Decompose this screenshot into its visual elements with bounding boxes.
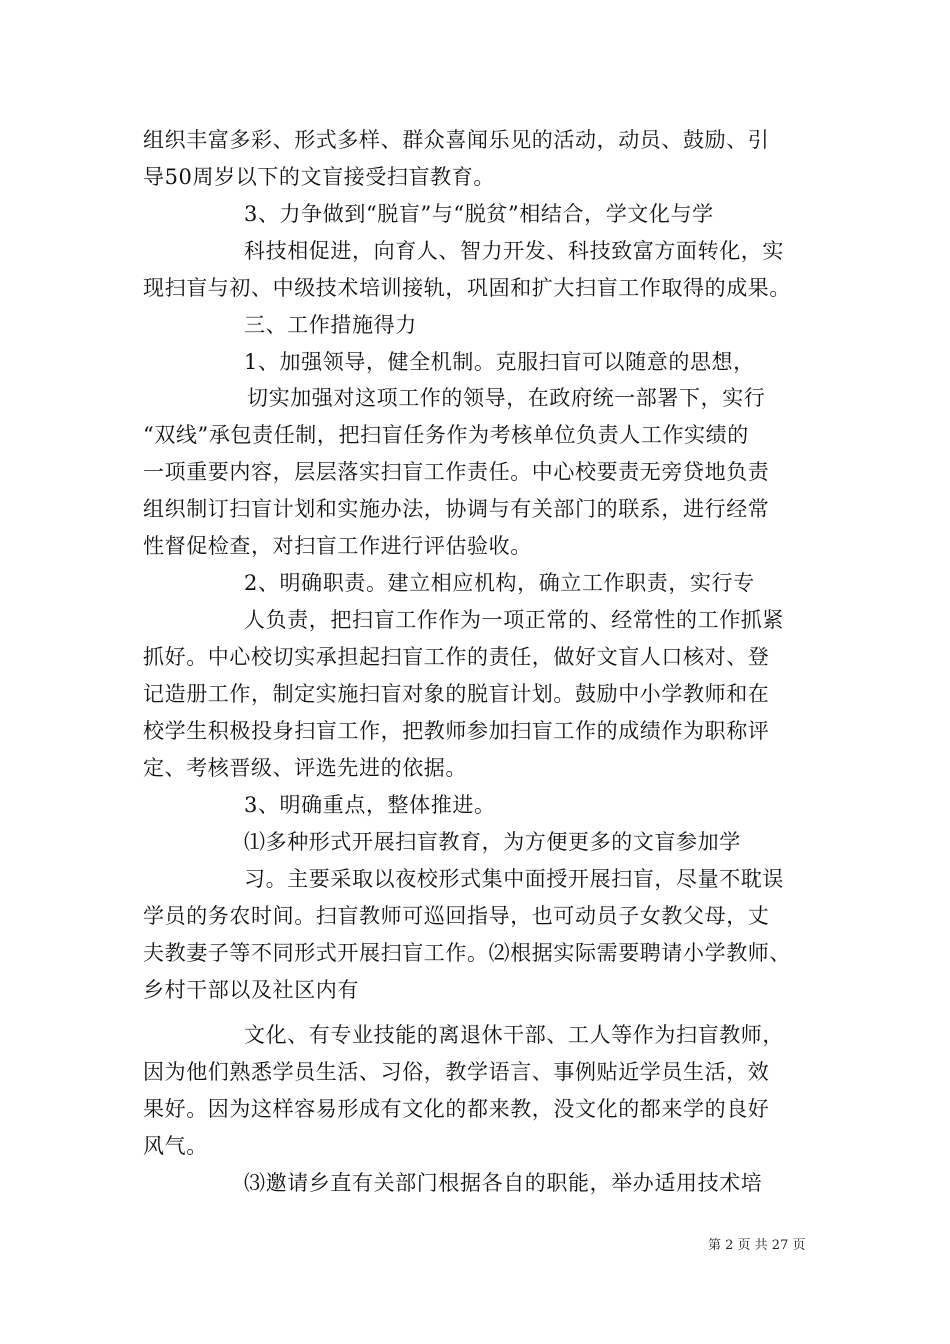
text-line: 人负责，把扫盲工作作为一项正常的、经常性的工作抓紧 <box>244 608 784 632</box>
page-number: 第 2 页 共 27 页 <box>708 1238 806 1253</box>
text-line: 2、明确职责。建立相应机构，确立工作职责，实行专 <box>244 571 755 595</box>
text-line: 1、加强领导，健全机制。克服扫盲可以随意的思想， <box>244 350 755 374</box>
text-line: 果好。因为这样容易形成有文化的都来教，没文化的都来学的良好 <box>143 1097 770 1121</box>
text-line: 记造册工作，制定实施扫盲对象的脱盲计划。鼓励中小学教师和在 <box>143 682 770 706</box>
text-line: 校学生积极投身扫盲工作，把教师参加扫盲工作的成绩作为职称评 <box>143 719 770 743</box>
text-line: 切实加强对这项工作的领导，在政府统一部署下，实行 <box>247 386 766 410</box>
text-line: 夫教妻子等不同形式开展扫盲工作。⑵根据实际需要聘请小学教师、 <box>143 941 791 965</box>
text-line: 乡村干部以及社区内有 <box>143 978 359 1002</box>
text-line: 因为他们熟悉学员生活、习俗，教学语言、事例贴近学员生活，效 <box>143 1060 770 1084</box>
text-line: 定、考核晋级、评选先进的依据。 <box>143 756 467 780</box>
text-line: 导50周岁以下的文盲接受扫盲教育。 <box>143 165 495 189</box>
text-line: 科技相促进，向育人、智力开发、科技致富方面转化，实 <box>244 239 784 263</box>
text-line: ⑴多种形式开展扫盲教育，为方便更多的文盲参加学 <box>244 830 741 854</box>
text-line: 组织制订扫盲计划和实施办法，协调与有关部门的联系，进行经常 <box>143 497 770 521</box>
section-heading: 三、工作措施得力 <box>244 313 417 337</box>
text-line: 3、明确重点，整体推进。 <box>244 793 496 817</box>
text-line: 习。主要采取以夜校形式集中面授开展扫盲，尽量不耽误 <box>244 867 784 891</box>
text-line: “双线”承包责任制，把扫盲任务作为考核单位负责人工作实绩的 <box>143 423 749 447</box>
text-line: 组织丰富多彩、形式多样、群众喜闻乐见的活动，动员、鼓励、引 <box>143 128 770 152</box>
text-line: 抓好。中心校切实承担起扫盲工作的责任，做好文盲人口核对、登 <box>143 645 770 669</box>
text-line: 风气。 <box>143 1134 208 1158</box>
text-line: 3、力争做到“脱盲”与“脱贫”相结合，学文化与学 <box>244 202 714 226</box>
text-line: 学员的务农时间。扫盲教师可巡回指导，也可动员子女教父母，丈 <box>143 904 770 928</box>
text-line: ⑶邀请乡直有关部门根据各自的职能，举办适用技术培 <box>244 1171 763 1195</box>
text-line: 现扫盲与初、中级技术培训接轨，巩固和扩大扫盲工作取得的成果。 <box>143 276 791 300</box>
text-line: 文化、有专业技能的离退休干部、工人等作为扫盲教师， <box>244 1023 784 1047</box>
text-line: 性督促检查，对扫盲工作进行评估验收。 <box>143 534 532 558</box>
text-line: 一项重要内容，层层落实扫盲工作责任。中心校要责无旁贷地负责 <box>143 460 770 484</box>
